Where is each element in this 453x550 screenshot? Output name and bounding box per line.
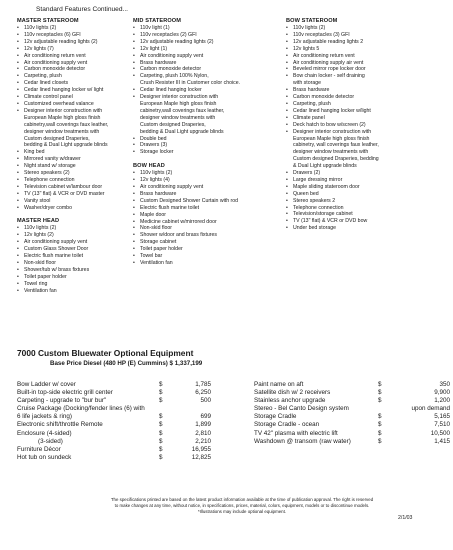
option-row bbox=[17, 438, 211, 446]
list-item bbox=[17, 288, 135, 295]
list-item-text: • 110v receptacles (2) GFI bbox=[140, 31, 197, 38]
option-label: Carpeting - upgrade to "bur bur" bbox=[17, 397, 107, 405]
option-label: TV 42" plasma with electric lift bbox=[254, 429, 338, 437]
list-item bbox=[286, 108, 436, 115]
list-item-text: • Cedar lined hanging locker bbox=[140, 87, 202, 94]
list-item bbox=[17, 281, 135, 288]
list-item-text: • 110v lights (2) bbox=[140, 170, 173, 177]
list-item bbox=[133, 66, 273, 73]
list-item bbox=[286, 66, 436, 73]
list-item bbox=[286, 225, 436, 232]
list-item bbox=[17, 94, 135, 101]
list-item bbox=[17, 253, 135, 260]
option-amount: 1,415 bbox=[434, 437, 450, 445]
list-item-text: • 12v adjustable reading lights 2 bbox=[293, 38, 364, 45]
list-item-text: • Large dressing mirror bbox=[293, 176, 343, 183]
option-row bbox=[254, 405, 450, 413]
list-item-text: • Climate panel bbox=[293, 114, 325, 121]
list-item-text: • 12v lights 5 bbox=[293, 45, 320, 52]
section-title-bow-stateroom: BOW STATEROOM bbox=[286, 18, 338, 24]
list-item bbox=[133, 136, 273, 143]
option-currency: $ bbox=[159, 381, 163, 388]
option-row bbox=[254, 438, 450, 446]
list-item bbox=[17, 163, 135, 170]
options-table-right bbox=[254, 381, 450, 446]
list-item-text: • Vanity stool bbox=[24, 197, 51, 204]
list-item-text: • Air conditioning return vent bbox=[24, 52, 86, 59]
list-item bbox=[17, 101, 135, 108]
list-item-text: • Stereo speakers (2) bbox=[24, 170, 70, 177]
list-item-text: • Mirrored vanity w/drawer bbox=[24, 156, 81, 163]
list-item bbox=[17, 198, 135, 205]
list-item-text: • Washer/dryer combo bbox=[24, 204, 72, 211]
option-amount bbox=[179, 405, 211, 413]
option-row bbox=[17, 381, 211, 389]
list-item-text: • Telephone connection bbox=[24, 176, 75, 183]
list-item bbox=[133, 46, 273, 53]
option-row bbox=[254, 381, 450, 389]
list-item-text: • Carbon monoxide detector bbox=[140, 66, 202, 73]
list-item bbox=[133, 191, 273, 198]
list-item-text: • Designer interior construction with European Maple high gloss finish cabinetry,wall coverings faux leather, designer window treatments with Custom designed Draperies, bedding & Dual Light upgrade blinds bbox=[24, 107, 109, 149]
list-item bbox=[286, 53, 436, 60]
option-row bbox=[17, 430, 211, 438]
list-item bbox=[133, 219, 273, 226]
list-item bbox=[133, 60, 273, 67]
list-item bbox=[286, 211, 436, 218]
option-label: Washdown @ transom (raw water) bbox=[254, 437, 351, 445]
list-item bbox=[17, 60, 135, 67]
option-currency: $ bbox=[159, 453, 163, 461]
footnote-line-3: *Illustrations may include optional equipment. bbox=[197, 509, 287, 514]
list-item-text: • 12v lights (2) bbox=[24, 232, 54, 239]
list-item bbox=[17, 246, 135, 253]
list-item bbox=[133, 25, 273, 32]
list-item bbox=[17, 205, 135, 212]
option-amount: 12,825 bbox=[191, 453, 211, 461]
option-currency: $ bbox=[378, 421, 382, 429]
list-item bbox=[286, 191, 436, 198]
list-item bbox=[286, 177, 436, 184]
list-item-text: • Air conditioning supply vent bbox=[24, 239, 88, 246]
list-item-text: • 110v lights (2) bbox=[24, 225, 57, 232]
list-item-text: • Carpeting, plush 100% Nylon, Crush Resister III in Customer color choice. bbox=[140, 73, 241, 87]
section-title-master-stateroom: MASTER STATEROOM bbox=[17, 18, 79, 24]
option-row bbox=[17, 389, 211, 397]
footnote-line-2: to make changes at any time, without notice, in specifications, prices, material, colors, equipment, models or to discontinue models. bbox=[114, 503, 370, 508]
footnote bbox=[62, 497, 422, 515]
list-item bbox=[286, 73, 436, 87]
option-currency: $ bbox=[378, 413, 382, 421]
column-3 bbox=[286, 17, 436, 232]
option-label: 6 life jackets & ring) bbox=[17, 413, 72, 421]
list-item bbox=[133, 32, 273, 39]
list-item-text: • Shower/tub w/ brass fixtures bbox=[24, 266, 90, 273]
list-item-text: • Brass hardware bbox=[293, 87, 330, 94]
list-item-text: • Designer interior construction with European Maple high gloss finish cabinetry,wall coverings faux leather, designer window treatments with Custom designed Draperies, bedding & Dual Light upgrade blinds bbox=[140, 94, 225, 135]
list-mid-stateroom bbox=[133, 25, 273, 156]
option-currency: $ bbox=[159, 421, 163, 429]
option-currency: $ bbox=[378, 389, 382, 397]
list-item-text: • Medicine cabinet w/mirrored door bbox=[140, 218, 217, 225]
list-item bbox=[17, 73, 135, 80]
option-label: Furniture Décor bbox=[17, 445, 61, 453]
option-currency: $ bbox=[159, 389, 163, 397]
list-item bbox=[133, 53, 273, 60]
option-amount: 1,200 bbox=[434, 397, 450, 405]
list-item bbox=[17, 225, 135, 232]
list-item bbox=[133, 142, 273, 149]
list-item-text: • Bow chain locker - self draining with storage bbox=[293, 73, 365, 87]
list-item-text: • Cedar lined closets bbox=[24, 80, 69, 87]
list-item-text: • Towel bar bbox=[140, 253, 163, 260]
option-amount: 1,899 bbox=[195, 421, 211, 429]
list-item-text: • Customized overhead valance bbox=[24, 100, 94, 107]
list-item bbox=[286, 205, 436, 212]
list-item-text: • 12v adjustable reading lights (2) bbox=[24, 38, 98, 45]
list-item-text: • Air conditioning supply vent bbox=[140, 184, 204, 191]
list-item-text: • Shower w/door and brass fixtures bbox=[140, 232, 217, 239]
list-item-text: • Air conditioning supply air vent bbox=[293, 59, 364, 66]
list-item-text: • Cedar lined hanging locker w/ light bbox=[24, 87, 104, 94]
option-label: Cruise Package (Docking/fender lines (6) with bbox=[17, 405, 145, 413]
option-currency: $ bbox=[159, 413, 163, 421]
list-item bbox=[17, 66, 135, 73]
list-item bbox=[286, 122, 436, 129]
list-item-text: • 12v lights (7) bbox=[24, 45, 54, 52]
list-item bbox=[133, 205, 273, 212]
list-item-text: • Television/storage cabinet bbox=[293, 211, 353, 218]
list-item bbox=[133, 212, 273, 219]
list-item-text: • Air conditioning return vent bbox=[293, 52, 355, 59]
list-item-text: • 12v lights (4) bbox=[140, 177, 170, 184]
list-item bbox=[133, 94, 273, 135]
list-item bbox=[286, 129, 436, 170]
list-master-stateroom bbox=[17, 25, 135, 211]
option-currency: $ bbox=[159, 397, 163, 405]
option-amount: 2,210 bbox=[195, 437, 211, 445]
option-label: Satellite dish w/ 2 receivers bbox=[254, 389, 331, 397]
option-amount: 2,810 bbox=[195, 429, 211, 437]
list-item-text: • Non-skid floor bbox=[24, 260, 57, 266]
option-amount: 10,500 bbox=[430, 429, 450, 437]
list-item-text: • Queen bed bbox=[293, 190, 319, 197]
option-amount: upon demand bbox=[411, 405, 450, 413]
list-item-text: • 110v lights (2) bbox=[24, 25, 57, 31]
list-item bbox=[133, 260, 273, 267]
header-note: Standard Features Continued... bbox=[36, 6, 129, 13]
option-currency: $ bbox=[159, 445, 163, 453]
option-currency: $ bbox=[378, 397, 382, 405]
list-item bbox=[17, 53, 135, 60]
list-item-text: • Maple sliding stateroom door bbox=[293, 183, 360, 190]
list-item bbox=[286, 87, 436, 94]
option-amount: 5,165 bbox=[434, 413, 450, 421]
option-row bbox=[254, 430, 450, 438]
option-label: Built-in top-side electric grill center bbox=[17, 389, 113, 397]
list-item bbox=[17, 239, 135, 246]
list-item-text: • TV (13" flat) & VCR or DVD master bbox=[24, 190, 105, 197]
list-item bbox=[286, 198, 436, 205]
list-item bbox=[286, 170, 436, 177]
list-item-text: • TV (13" flat) & VCR or DVD bow bbox=[293, 218, 368, 225]
section-title-bow-head: BOW HEAD bbox=[133, 163, 165, 170]
list-item bbox=[286, 218, 436, 225]
option-amount: 350 bbox=[439, 381, 450, 388]
option-label: Paint name on aft bbox=[254, 381, 304, 388]
option-amount: 16,955 bbox=[191, 445, 211, 453]
list-item-text: • Toilet paper holder bbox=[140, 246, 183, 253]
list-item-text: • 110v lights (2) bbox=[293, 25, 326, 31]
list-item-text: • Carbon monoxide detector bbox=[24, 66, 86, 73]
list-item bbox=[133, 232, 273, 239]
list-item-text: • 12v light (1) bbox=[140, 45, 168, 52]
list-item-text: • King bed bbox=[24, 149, 45, 156]
list-item-text: • Carbon monoxide detector bbox=[293, 94, 355, 101]
options-table-left bbox=[17, 381, 211, 462]
list-item bbox=[286, 115, 436, 122]
option-currency: $ bbox=[159, 429, 163, 437]
list-item bbox=[17, 25, 135, 32]
option-row bbox=[17, 405, 211, 413]
option-label: Stainless anchor upgrade bbox=[254, 397, 326, 405]
publication-date: 2/1/03 bbox=[398, 515, 413, 521]
list-item bbox=[133, 73, 273, 87]
option-row bbox=[17, 421, 211, 429]
list-item-text: • Electric flush marine toilet bbox=[140, 204, 200, 211]
option-currency bbox=[378, 405, 402, 413]
list-item bbox=[133, 239, 273, 246]
list-item-text: • Ventilation fan bbox=[140, 260, 173, 266]
option-label: Storage Cradle - ocean bbox=[254, 421, 320, 429]
list-item bbox=[133, 225, 273, 232]
list-item-text: • Toilet paper holder bbox=[24, 273, 67, 280]
option-label: Hot tub on sundeck bbox=[17, 453, 72, 461]
list-item bbox=[133, 170, 273, 177]
list-item-text: • Ventilation fan bbox=[24, 287, 57, 294]
option-row bbox=[254, 389, 450, 397]
list-item bbox=[133, 184, 273, 191]
column-1 bbox=[17, 17, 135, 295]
list-item-text: • Stereo speakers 2 bbox=[293, 197, 336, 204]
list-item-text: • Night stand w/ storage bbox=[24, 163, 76, 170]
option-row bbox=[17, 413, 211, 421]
list-item-text: • Air conditioning supply vent bbox=[24, 59, 88, 66]
list-item-text: • Custom Designed Shower Curtain with rod bbox=[140, 197, 239, 204]
list-item-text: • Deck hatch to bow w/screen (2) bbox=[293, 121, 366, 128]
option-amount: 699 bbox=[200, 413, 211, 421]
section-title-mid-stateroom: MID STATEROOM bbox=[133, 18, 182, 24]
list-item bbox=[17, 39, 135, 46]
list-item-text: • Electric flush marine toilet bbox=[24, 253, 84, 260]
list-item-text: • Air conditioning supply vent bbox=[140, 52, 204, 59]
option-label: Electronic shift/throttle Remote bbox=[17, 421, 103, 429]
list-item-text: • 110v receptacles (6) GFI bbox=[24, 31, 81, 38]
list-item bbox=[17, 149, 135, 156]
list-item bbox=[133, 198, 273, 205]
option-label: Storage Cradle bbox=[254, 413, 297, 421]
list-item bbox=[286, 94, 436, 101]
column-2 bbox=[133, 17, 273, 267]
list-item bbox=[17, 184, 135, 191]
list-item bbox=[17, 108, 135, 149]
list-item-text: • Drawers (2) bbox=[293, 170, 321, 177]
option-row bbox=[254, 421, 450, 429]
option-amount: 9,900 bbox=[434, 389, 450, 397]
option-label: (3-sided) bbox=[17, 437, 63, 445]
list-item bbox=[17, 156, 135, 163]
list-item bbox=[133, 177, 273, 184]
list-item bbox=[286, 25, 436, 32]
list-item bbox=[17, 80, 135, 87]
list-item-text: • Double bed bbox=[140, 135, 167, 142]
list-item-text: • Cedar lined hanging locker w/light bbox=[293, 107, 371, 114]
list-item-text: • Television cabinet w/lambour door bbox=[24, 183, 103, 190]
list-item bbox=[133, 87, 273, 94]
list-item bbox=[286, 32, 436, 39]
option-row bbox=[254, 397, 450, 405]
list-master-head bbox=[17, 225, 135, 294]
list-item-text: • Brass hardware bbox=[140, 190, 177, 197]
list-item-text: • Telephone connection bbox=[293, 204, 344, 211]
option-label: Enclosure (4-sided) bbox=[17, 429, 72, 437]
list-item-text: • Non-skid floor bbox=[140, 225, 173, 232]
list-item bbox=[133, 253, 273, 260]
list-item-text: • 110v receptacles (3) GFI bbox=[293, 31, 350, 38]
list-item-text: • Maple door bbox=[140, 211, 166, 218]
list-item-text: • Beveled mirror rope locker door bbox=[293, 66, 366, 73]
option-amount: 7,510 bbox=[434, 421, 450, 429]
list-item bbox=[286, 101, 436, 108]
option-currency: $ bbox=[378, 437, 382, 445]
list-item bbox=[17, 274, 135, 281]
list-item bbox=[17, 191, 135, 198]
base-price: Base Price Diesel (480 HP (E) Cummins) $ 1,337,199 bbox=[50, 360, 203, 367]
option-row bbox=[17, 397, 211, 405]
list-item-text: • 110v light (1) bbox=[140, 25, 170, 31]
list-item bbox=[133, 149, 273, 156]
option-currency: $ bbox=[159, 437, 163, 445]
option-row bbox=[254, 413, 450, 421]
footnote-line-1: The specifications printed are based on the latest product information available at the time of publication approval. The right is reserved bbox=[110, 497, 374, 502]
list-bow-stateroom bbox=[286, 25, 436, 232]
list-item-text: • Designer interior construction with European Maple high gloss finish cabinetry, wall coverings faux leather, designer window treatments with Custom designed Draperies, bedding & Dual Light upgrade blinds bbox=[293, 128, 379, 170]
list-item bbox=[17, 170, 135, 177]
list-item-text: • Carpeting, plush bbox=[24, 73, 62, 80]
list-item bbox=[286, 60, 436, 67]
list-item-text: • 12v adjustable reading lights (2) bbox=[140, 38, 214, 45]
option-row bbox=[17, 454, 211, 462]
option-currency: $ bbox=[378, 429, 382, 437]
list-item-text: • Storage cabinet bbox=[140, 239, 177, 246]
list-item bbox=[17, 87, 135, 94]
list-item bbox=[286, 184, 436, 191]
option-amount: 500 bbox=[200, 397, 211, 405]
list-item bbox=[17, 177, 135, 184]
list-bow-head bbox=[133, 170, 273, 267]
option-amount: 1,785 bbox=[195, 381, 211, 388]
list-item bbox=[17, 232, 135, 239]
list-item-text: • Carpeting, plush bbox=[293, 100, 331, 107]
list-item-text: • Brass hardware bbox=[140, 59, 177, 66]
option-label: Bow Ladder w/ cover bbox=[17, 381, 76, 388]
list-item bbox=[133, 246, 273, 253]
list-item-text: • Storage locker bbox=[140, 149, 174, 156]
option-row bbox=[17, 446, 211, 454]
list-item-text: • Custom Glass Shower Door bbox=[24, 246, 89, 253]
option-label: Stereo - Bel Canto Design system bbox=[254, 405, 349, 413]
list-item-text: • Climate control panel bbox=[24, 94, 73, 101]
list-item-text: • Under bed storage bbox=[293, 225, 336, 232]
list-item-text: • Towel ring bbox=[24, 280, 48, 287]
list-item bbox=[286, 39, 436, 46]
list-item-text: • Drawers (3) bbox=[140, 142, 168, 149]
list-item bbox=[133, 39, 273, 46]
list-item bbox=[17, 267, 135, 274]
option-currency bbox=[159, 405, 179, 413]
list-item bbox=[286, 46, 436, 53]
option-amount: 6,250 bbox=[195, 389, 211, 397]
option-currency: $ bbox=[378, 381, 382, 388]
list-item bbox=[17, 260, 135, 267]
list-item bbox=[17, 46, 135, 53]
optional-equipment-title: 7000 Custom Bluewater Optional Equipment bbox=[17, 348, 194, 358]
section-title-master-head: MASTER HEAD bbox=[17, 218, 60, 225]
list-item bbox=[17, 32, 135, 39]
